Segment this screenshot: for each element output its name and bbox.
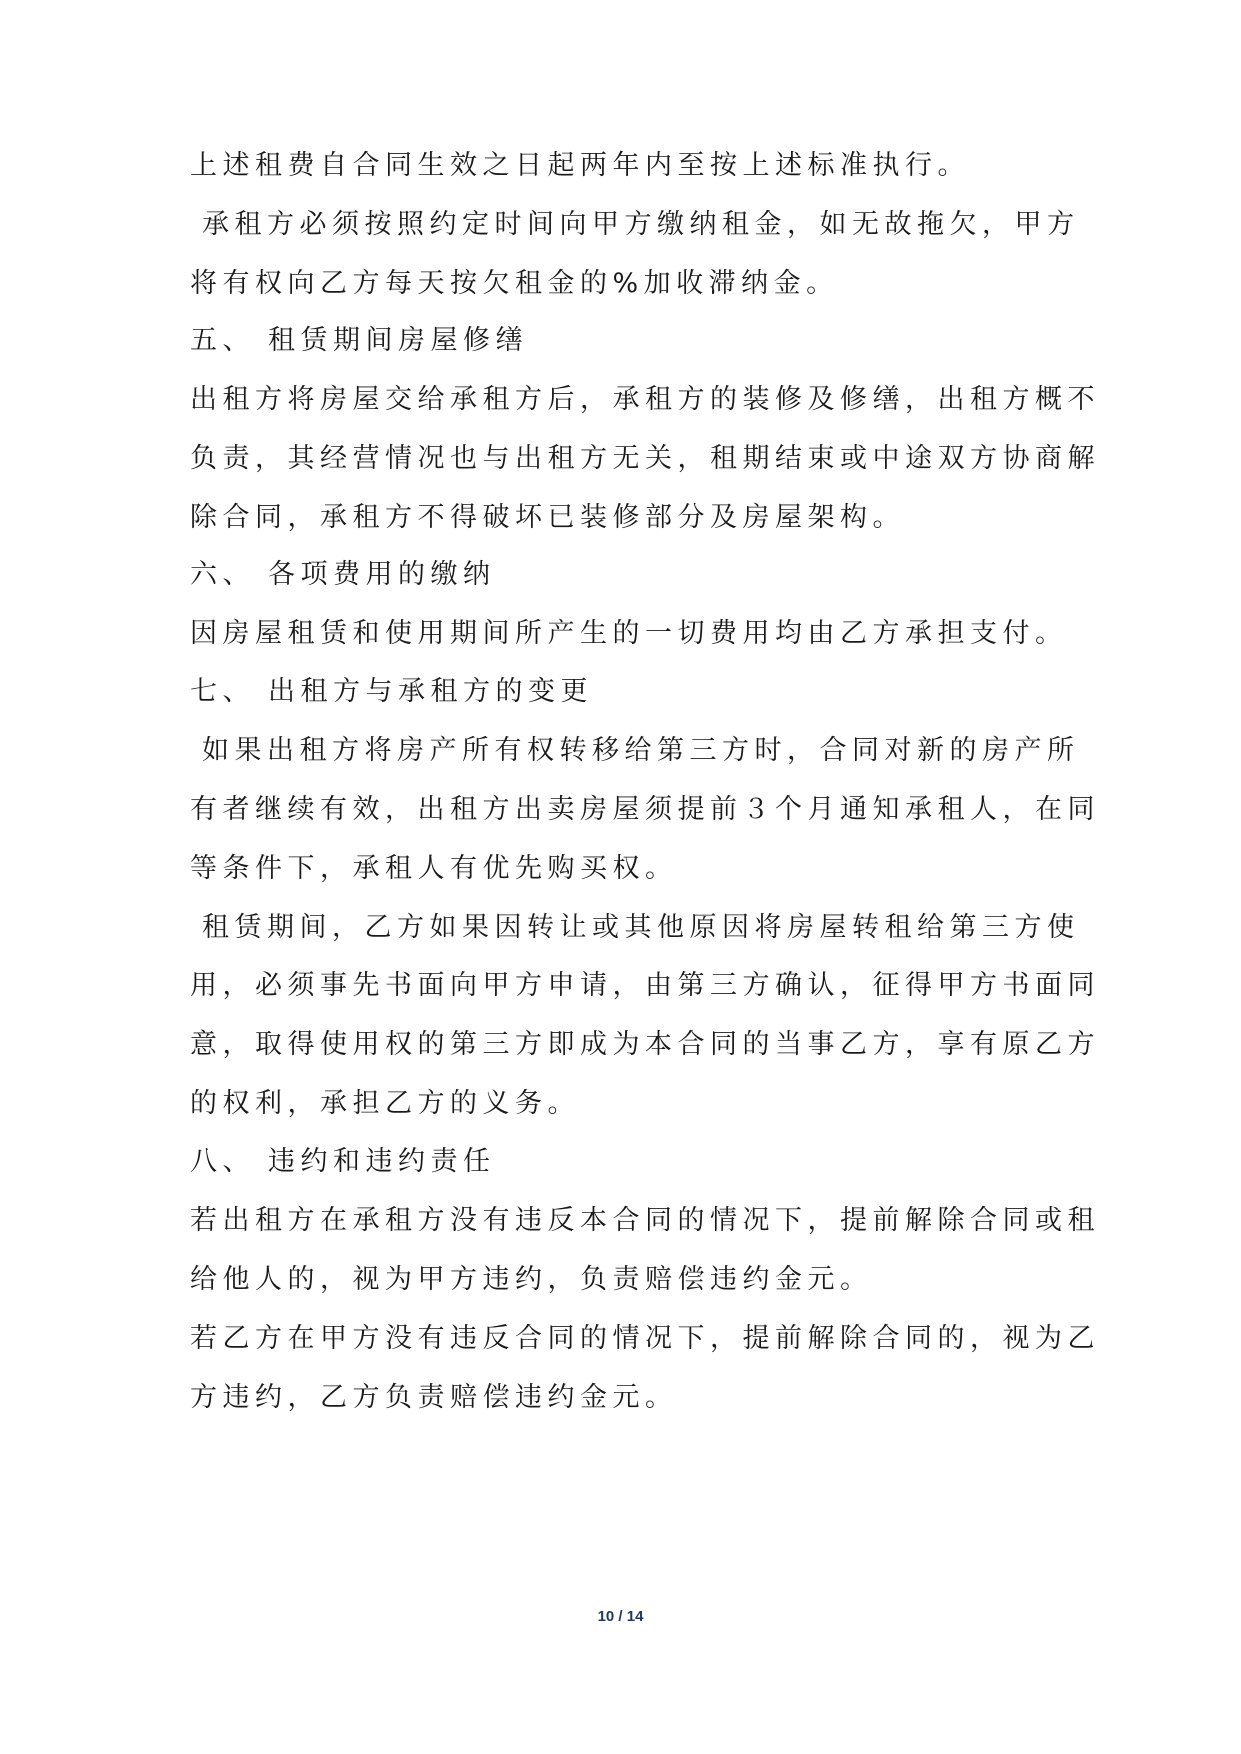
body-line: 租赁期间，乙方如果因转让或其他原因将房屋转租给第三方使 — [202, 912, 1080, 943]
body-line: 承租方必须按照约定时间向甲方缴纳租金，如无故拖欠，甲方 — [202, 209, 1080, 240]
body-line: 等条件下，承租人有优先购买权。 — [190, 853, 678, 884]
body-line: 如果出租方将房产所有权转移给第三方时，合同对新的房产所 — [202, 735, 1080, 766]
section-number: 八、 — [190, 1146, 255, 1177]
section-number: 六、 — [190, 559, 255, 590]
body-line: 若出租方在承租方没有违反本合同的情况下，提前解除合同或租 — [190, 1205, 1100, 1236]
section-number: 七、 — [190, 676, 255, 707]
body-line: 若乙方在甲方没有违反合同的情况下，提前解除合同的，视为乙 — [190, 1323, 1100, 1354]
section-title: 各项费用的缴纳 — [268, 559, 496, 590]
body-line: 方违约，乙方负责赔偿违约金元。 — [190, 1382, 678, 1413]
body-line: 用，必须事先书面向甲方申请，由第三方确认，征得甲方书面同 — [190, 970, 1100, 1001]
body-line: 负责，其经营情况也与出租方无关，租期结束或中途双方协商解 — [190, 443, 1100, 474]
body-line: 因房屋租赁和使用期间所产生的一切费用均由乙方承担支付。 — [190, 618, 1068, 649]
section-heading-8 — [190, 1146, 496, 1178]
body-line: 除合同，承租方不得破坏已装修部分及房屋架构。 — [190, 502, 905, 533]
section-heading-5 — [190, 325, 528, 357]
section-title: 租赁期间房屋修缮 — [268, 325, 528, 356]
section-number: 五、 — [190, 325, 255, 356]
body-line: 上述租费自合同生效之日起两年内至按上述标准执行。 — [190, 150, 970, 181]
body-line: 出租方将房屋交给承租方后，承租方的装修及修缮，出租方概不 — [190, 384, 1100, 415]
body-line: 的权利，承担乙方的义务。 — [190, 1088, 580, 1119]
page-number: 10 / 14 — [597, 1608, 644, 1625]
body-line: 意，取得使用权的第三方即成为本合同的当事乙方，享有原乙方 — [190, 1029, 1100, 1060]
body-line: 给他人的，视为甲方违约，负责赔偿违约金元。 — [190, 1264, 873, 1295]
section-heading-7 — [190, 676, 593, 708]
section-title: 出租方与承租方的变更 — [268, 676, 593, 707]
body-line: 将有权向乙方每天按欠租金的%加收滞纳金。 — [190, 268, 839, 299]
section-heading-6 — [190, 559, 496, 591]
body-line: 有者继续有效，出租方出卖房屋须提前３个月通知承租人，在同 — [190, 794, 1100, 825]
section-title: 违约和违约责任 — [268, 1146, 496, 1177]
